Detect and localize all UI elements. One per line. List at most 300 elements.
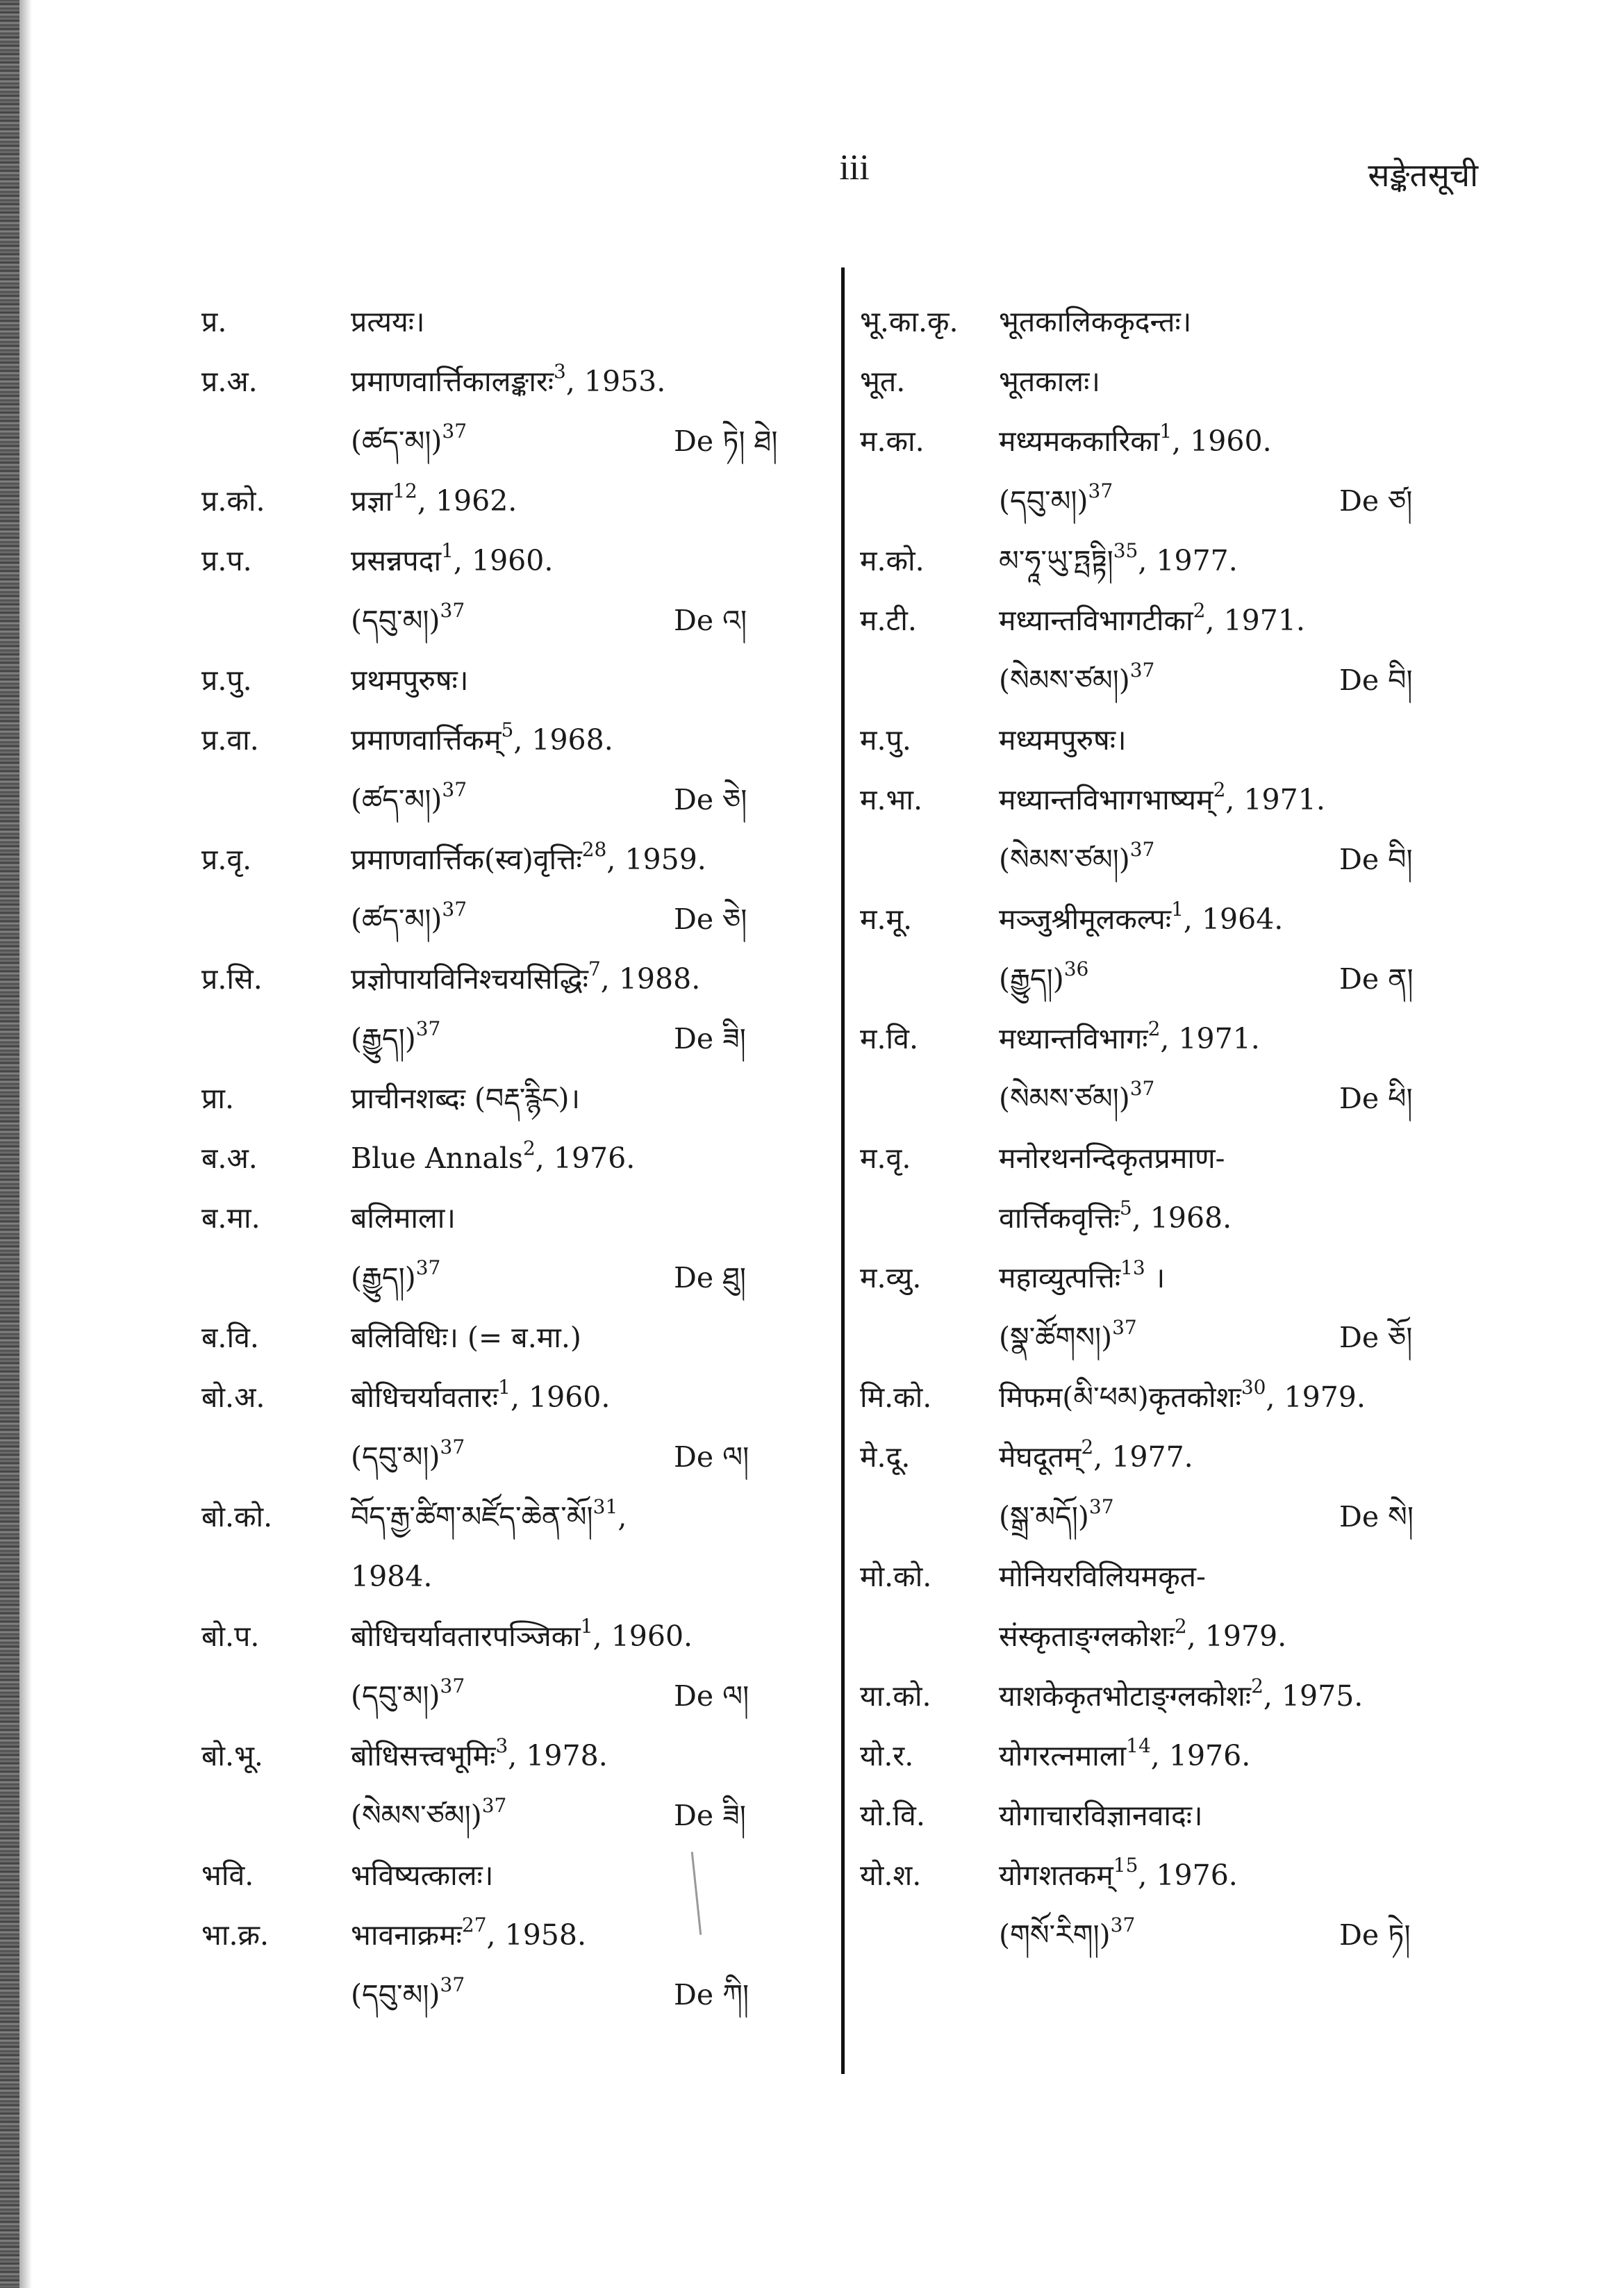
tibetan-section: (སེམས་ཙམ།) bbox=[999, 843, 1130, 876]
tibetan-section: (དབུ་མ།) bbox=[351, 1978, 440, 2011]
footnote-number: 14 bbox=[1126, 1734, 1151, 1758]
entry-abbreviation: यो.र. bbox=[860, 1739, 914, 1772]
entry-line bbox=[860, 1248, 1457, 1308]
entry-title: वार्त्तिकवृत्तिः bbox=[999, 1201, 1120, 1235]
glossary-entry bbox=[201, 1128, 813, 1188]
footnote-number: 36 bbox=[1063, 957, 1089, 981]
entry-line bbox=[860, 1188, 1457, 1248]
entry-title: प्रज्ञा bbox=[351, 484, 393, 518]
entry-abbreviation: यो.श. bbox=[860, 1859, 922, 1892]
entry-expansion bbox=[999, 1009, 1260, 1069]
entry-line bbox=[860, 1128, 1457, 1188]
entry-abbreviation: म.वि. bbox=[860, 1022, 918, 1055]
tibetan-reference bbox=[351, 411, 467, 471]
entry-abbreviation: म.भा. bbox=[860, 783, 923, 816]
entry-year: । bbox=[1145, 1261, 1166, 1294]
footnote-number: 1 bbox=[441, 539, 454, 563]
tibetan-section: (རྒྱུད།) bbox=[351, 1022, 416, 1055]
entry-expansion bbox=[351, 1367, 610, 1427]
entry-abbreviation: भवि. bbox=[201, 1859, 254, 1892]
entry-expansion bbox=[999, 292, 1191, 352]
tibetan-section: (དབུ་མ།) bbox=[351, 1679, 440, 1713]
entry-line bbox=[860, 1845, 1457, 1905]
entry-abbreviation: म.वृ. bbox=[860, 1142, 911, 1175]
entry-title: प्रमाणवार्त्तिकम् bbox=[351, 723, 502, 757]
entry-title: बलिविधिः। (= ब.मा.) bbox=[351, 1321, 581, 1354]
tibetan-section: (སྒྲ་མདོ།) bbox=[999, 1500, 1089, 1533]
entry-expansion bbox=[999, 1845, 1238, 1905]
tibetan-reference bbox=[351, 770, 467, 830]
entry-expansion bbox=[351, 471, 517, 531]
entry-expansion bbox=[351, 1905, 586, 1965]
entry-year: , 1960. bbox=[593, 1620, 693, 1653]
derge-volume: De བི། bbox=[1339, 843, 1413, 876]
entry-expansion bbox=[999, 770, 1325, 830]
entry-title: प्रथमपुरुषः। bbox=[351, 664, 469, 697]
footnote-number: 35 bbox=[1113, 539, 1138, 563]
tibetan-reference bbox=[999, 830, 1154, 889]
footnote-number: 37 bbox=[442, 420, 467, 443]
entry-title: भावनाक्रमः bbox=[351, 1918, 462, 1952]
entry-expansion bbox=[999, 352, 1100, 411]
tibetan-reference bbox=[999, 650, 1154, 710]
glossary-entry bbox=[860, 352, 1457, 411]
glossary-entry bbox=[860, 1726, 1457, 1786]
derge-volume: De ན། bbox=[1339, 962, 1414, 996]
entry-title: 1984. bbox=[351, 1560, 433, 1593]
glossary-entry bbox=[201, 1726, 813, 1845]
entry-expansion bbox=[351, 1726, 608, 1786]
entry-line bbox=[860, 531, 1457, 591]
entry-line bbox=[860, 830, 1457, 889]
entry-expansion bbox=[999, 1547, 1206, 1606]
footnote-number: 37 bbox=[1129, 1077, 1155, 1101]
entry-abbreviation: बो.अ. bbox=[201, 1381, 265, 1414]
footnote-number: 15 bbox=[1113, 1854, 1138, 1877]
entry-year: , 1968. bbox=[1132, 1201, 1232, 1235]
entry-line bbox=[201, 770, 813, 830]
footnote-number: 37 bbox=[415, 1017, 441, 1041]
entry-expansion bbox=[999, 1726, 1250, 1786]
entry-line bbox=[201, 1786, 813, 1845]
entry-expansion bbox=[999, 1606, 1286, 1666]
entry-line bbox=[201, 710, 813, 770]
entry-line bbox=[860, 1547, 1457, 1606]
tibetan-reference bbox=[351, 1786, 506, 1845]
entry-abbreviation: म.मू. bbox=[860, 903, 913, 936]
glossary-entry bbox=[860, 1666, 1457, 1726]
entry-title: प्राचीनशब्दः (བརྡ་རྙིང)। bbox=[351, 1082, 581, 1115]
entry-line bbox=[201, 1367, 813, 1427]
tibetan-reference bbox=[999, 471, 1113, 531]
footnote-number: 30 bbox=[1241, 1376, 1266, 1399]
entry-expansion bbox=[999, 411, 1272, 471]
entry-line bbox=[860, 471, 1457, 531]
glossary-entry bbox=[860, 1427, 1457, 1547]
entry-line bbox=[860, 1427, 1457, 1487]
column-divider bbox=[841, 268, 845, 2074]
entry-year: , 1968. bbox=[513, 723, 613, 757]
entry-expansion bbox=[999, 1427, 1193, 1487]
tibetan-reference bbox=[999, 949, 1088, 1009]
entry-abbreviation: भा.क्र. bbox=[201, 1918, 269, 1952]
entry-title: बोधिचर्यावतारः bbox=[351, 1381, 499, 1414]
footnote-number: 1 bbox=[580, 1615, 593, 1638]
entry-title: मध्यान्तविभागः bbox=[999, 1022, 1148, 1055]
entry-line bbox=[201, 1069, 813, 1128]
entry-expansion bbox=[351, 531, 553, 591]
entry-year: , 1976. bbox=[1138, 1859, 1238, 1892]
tibetan-reference bbox=[351, 1248, 440, 1308]
entry-year: , 1964. bbox=[1183, 903, 1284, 936]
glossary-entry bbox=[860, 1128, 1457, 1248]
entry-year: , 1959. bbox=[606, 843, 706, 876]
entry-abbreviation: म.व्यु. bbox=[860, 1261, 922, 1294]
entry-title: मध्यमपुरुषः। bbox=[999, 723, 1127, 757]
footnote-number: 37 bbox=[1088, 1495, 1114, 1519]
entry-title: मध्यान्तविभागटीका bbox=[999, 604, 1193, 637]
entry-expansion bbox=[999, 1367, 1366, 1427]
entry-title: བོད་རྒྱ་ཚིག་མཛོད་ཆེན་མོ། bbox=[351, 1500, 593, 1533]
entry-line bbox=[860, 710, 1457, 770]
entry-abbreviation: प्रा. bbox=[201, 1082, 234, 1115]
entry-line bbox=[201, 292, 813, 352]
glossary-entry bbox=[201, 1069, 813, 1128]
glossary-entry bbox=[860, 1786, 1457, 1845]
entry-line bbox=[201, 1487, 813, 1547]
entry-expansion bbox=[351, 292, 425, 352]
glossary-entry bbox=[860, 411, 1457, 531]
running-head: सङ्केतसूची bbox=[1368, 156, 1478, 194]
footnote-number: 1 bbox=[1171, 898, 1184, 921]
footnote-number: 3 bbox=[495, 1734, 508, 1758]
glossary-entry bbox=[201, 1367, 813, 1487]
entry-line bbox=[860, 1009, 1457, 1069]
glossary-entry bbox=[860, 531, 1457, 591]
entry-year: , 1976. bbox=[535, 1142, 636, 1175]
glossary-entry bbox=[201, 830, 813, 949]
entry-abbreviation: प्र.अ. bbox=[201, 365, 258, 398]
footnote-number: 3 bbox=[554, 360, 566, 384]
entry-title: प्रत्ययः। bbox=[351, 305, 425, 338]
tibetan-section: (གསོ་རིག།) bbox=[999, 1918, 1111, 1952]
entry-abbreviation: ब.वि. bbox=[201, 1321, 259, 1354]
entry-expansion bbox=[351, 1308, 581, 1367]
derge-volume: De ཐུ། bbox=[674, 1261, 747, 1294]
entry-title: मेघदूतम् bbox=[999, 1440, 1082, 1474]
entry-line bbox=[201, 1188, 813, 1248]
footnote-number: 2 bbox=[1174, 1615, 1187, 1638]
tibetan-reference bbox=[999, 1487, 1114, 1547]
glossary-entry bbox=[860, 710, 1457, 770]
glossary-entry bbox=[201, 710, 813, 830]
entry-title: भूतकालः। bbox=[999, 365, 1100, 398]
entry-line bbox=[201, 1845, 813, 1905]
entry-year: , 1977. bbox=[1138, 544, 1238, 577]
entry-title: मोनियरविलियमकृत- bbox=[999, 1560, 1206, 1593]
tibetan-reference bbox=[999, 1308, 1137, 1367]
entry-title: भविष्यत्कालः। bbox=[351, 1859, 494, 1892]
left-column bbox=[201, 292, 813, 2025]
footnote-number: 37 bbox=[481, 1794, 507, 1818]
footnote-number: 37 bbox=[1112, 1316, 1137, 1340]
glossary-entry bbox=[201, 1308, 813, 1367]
footnote-number: 1 bbox=[1159, 420, 1173, 443]
entry-abbreviation: मो.को. bbox=[860, 1560, 932, 1593]
entry-abbreviation: म.का. bbox=[860, 425, 925, 458]
entry-abbreviation: बो.भू. bbox=[201, 1739, 263, 1772]
entry-expansion bbox=[351, 710, 613, 770]
entry-line bbox=[201, 1965, 813, 2025]
entry-title: प्रमाणवार्त्तिकालङ्कारः bbox=[351, 365, 554, 398]
derge-volume: De ཙ། bbox=[1339, 484, 1413, 518]
entry-line bbox=[860, 1308, 1457, 1367]
tibetan-reference bbox=[351, 1965, 465, 2025]
glossary-entry bbox=[201, 531, 813, 650]
entry-title: प्रसन्नपदा bbox=[351, 544, 442, 577]
entry-line bbox=[201, 591, 813, 650]
entry-title: बोधिचर्यावतारपञ्जिका bbox=[351, 1620, 581, 1653]
tibetan-section: (སེམས་ཙམ།) bbox=[999, 664, 1130, 697]
entry-expansion bbox=[999, 1248, 1165, 1308]
entry-line bbox=[860, 591, 1457, 650]
entry-title: बोधिसत्त्वभूमिः bbox=[351, 1739, 496, 1772]
entry-year: , 1975. bbox=[1263, 1679, 1364, 1713]
entry-year: , 1960. bbox=[510, 1381, 611, 1414]
entry-expansion bbox=[999, 1188, 1232, 1248]
tibetan-reference bbox=[351, 889, 467, 949]
entry-year: , 1960. bbox=[1172, 425, 1272, 458]
derge-volume: De འ། bbox=[674, 604, 747, 637]
glossary-entry bbox=[860, 1009, 1457, 1128]
tibetan-section: (རྒྱུད།) bbox=[999, 962, 1064, 996]
entry-line bbox=[860, 770, 1457, 830]
entry-year: , 1971. bbox=[1225, 783, 1325, 816]
glossary-entry bbox=[201, 1845, 813, 1905]
entry-line bbox=[201, 1248, 813, 1308]
entry-expansion bbox=[351, 1069, 580, 1128]
entry-title: योगरत्नमाला bbox=[999, 1739, 1127, 1772]
derge-volume: De ཀི། bbox=[674, 1978, 749, 2011]
entry-line bbox=[860, 1487, 1457, 1547]
tibetan-section: (སྣ་ཚོགས།) bbox=[999, 1321, 1113, 1354]
glossary-entry bbox=[860, 1367, 1457, 1427]
tibetan-reference bbox=[351, 1009, 440, 1069]
footnote-number: 1 bbox=[498, 1376, 511, 1399]
derge-volume: De ཏེ། ཐེ། bbox=[674, 425, 778, 458]
entry-line bbox=[201, 1009, 813, 1069]
glossary-entry bbox=[201, 1905, 813, 2025]
footnote-number: 2 bbox=[1251, 1674, 1263, 1698]
glossary-entry bbox=[860, 1248, 1457, 1367]
entry-abbreviation: या.को. bbox=[860, 1679, 931, 1713]
entry-expansion bbox=[351, 1606, 693, 1666]
tibetan-reference bbox=[351, 1427, 465, 1487]
entry-year: , 1979. bbox=[1266, 1381, 1366, 1414]
glossary-entry bbox=[860, 1845, 1457, 1965]
entry-year: , 1978. bbox=[508, 1739, 608, 1772]
entry-title: मध्यान्तविभागभाष्यम् bbox=[999, 783, 1213, 816]
entry-title: प्रज्ञोपायविनिश्चयसिद्धिः bbox=[351, 962, 588, 996]
entry-line bbox=[201, 1666, 813, 1726]
derge-volume: De ཟི། bbox=[674, 1022, 746, 1055]
entry-abbreviation: प्र.पु. bbox=[201, 664, 252, 697]
glossary-entry bbox=[201, 292, 813, 352]
entry-line bbox=[201, 1905, 813, 1965]
footnote-number: 37 bbox=[1129, 659, 1155, 682]
entry-line bbox=[860, 1726, 1457, 1786]
entry-abbreviation: म.टी. bbox=[860, 604, 917, 637]
entry-line bbox=[201, 1606, 813, 1666]
entry-abbreviation: मे.दू. bbox=[860, 1440, 911, 1474]
entry-year: , 1953. bbox=[565, 365, 666, 398]
entry-line bbox=[201, 1128, 813, 1188]
entry-line bbox=[860, 1367, 1457, 1427]
glossary-entry bbox=[860, 889, 1457, 1009]
entry-line bbox=[860, 1666, 1457, 1726]
entry-line bbox=[860, 352, 1457, 411]
derge-volume: De ལ། bbox=[674, 1440, 749, 1474]
entry-year: , 1971. bbox=[1205, 604, 1305, 637]
scan-edge bbox=[0, 0, 19, 2288]
scan-edge-shadow bbox=[19, 0, 32, 2288]
entry-abbreviation: प्र.वृ. bbox=[201, 843, 252, 876]
entry-line bbox=[201, 949, 813, 1009]
glossary-entry bbox=[201, 1188, 813, 1308]
footnote-number: 2 bbox=[1081, 1435, 1094, 1459]
entry-line bbox=[860, 1606, 1457, 1666]
entry-line bbox=[860, 1786, 1457, 1845]
footnote-number: 37 bbox=[415, 1256, 441, 1280]
entry-line bbox=[860, 411, 1457, 471]
entry-expansion bbox=[351, 1845, 493, 1905]
entry-line bbox=[860, 1069, 1457, 1128]
entry-expansion bbox=[999, 531, 1238, 591]
footnote-number: 5 bbox=[1119, 1196, 1132, 1220]
entry-line bbox=[201, 352, 813, 411]
entry-title: Blue Annals bbox=[351, 1142, 523, 1175]
tibetan-section: (ཚད་མ།) bbox=[351, 903, 442, 936]
entry-title: प्रमाणवार्त्तिक(स्व)वृत्तिः bbox=[351, 843, 582, 876]
tibetan-reference bbox=[999, 1069, 1154, 1128]
derge-volume: De ལ། bbox=[674, 1679, 749, 1713]
footnote-number: 37 bbox=[1129, 838, 1155, 862]
derge-volume: De ཏེ། bbox=[1339, 1918, 1411, 1952]
entry-expansion bbox=[999, 591, 1305, 650]
glossary-entry bbox=[201, 1487, 813, 1606]
entry-expansion bbox=[351, 352, 665, 411]
entry-title: योगाचारविज्ञानवादः। bbox=[999, 1799, 1203, 1832]
footnote-number: 2 bbox=[1213, 778, 1226, 802]
tibetan-section: (སེམས་ཙམ།) bbox=[999, 1082, 1130, 1115]
entry-abbreviation: प्र.प. bbox=[201, 544, 252, 577]
footnote-number: 28 bbox=[581, 838, 607, 862]
tibetan-reference bbox=[351, 591, 465, 650]
footnote-number: 37 bbox=[442, 898, 467, 921]
entry-expansion bbox=[351, 1128, 635, 1188]
entry-line bbox=[201, 471, 813, 531]
tibetan-section: (ཚད་མ།) bbox=[351, 783, 442, 816]
tibetan-section: (དབུ་མ།) bbox=[351, 604, 440, 637]
entry-line bbox=[201, 1726, 813, 1786]
entry-abbreviation: म.को. bbox=[860, 544, 925, 577]
tibetan-section: (དབུ་མ།) bbox=[351, 1440, 440, 1474]
entry-line bbox=[860, 650, 1457, 710]
entry-expansion bbox=[351, 1547, 432, 1606]
entry-title: मध्यमककारिका bbox=[999, 425, 1160, 458]
entry-abbreviation: बो.प. bbox=[201, 1620, 260, 1653]
entry-line bbox=[860, 889, 1457, 949]
entry-year: , 1976. bbox=[1150, 1739, 1251, 1772]
entry-year: , 1958. bbox=[486, 1918, 586, 1952]
entry-expansion bbox=[999, 1666, 1363, 1726]
tibetan-reference bbox=[351, 1666, 465, 1726]
entry-abbreviation: प्र.वा. bbox=[201, 723, 259, 757]
entry-abbreviation: प्र. bbox=[201, 305, 227, 338]
entry-title: भूतकालिककृदन्तः। bbox=[999, 305, 1192, 338]
entry-line bbox=[860, 292, 1457, 352]
entry-line bbox=[201, 411, 813, 471]
entry-title: मञ्जुश्रीमूलकल्पः bbox=[999, 903, 1172, 936]
entry-line bbox=[201, 1308, 813, 1367]
footnote-number: 37 bbox=[442, 778, 467, 802]
entry-line bbox=[201, 1427, 813, 1487]
glossary-entry bbox=[860, 1547, 1457, 1666]
entry-expansion bbox=[999, 1128, 1225, 1188]
entry-abbreviation: यो.वि. bbox=[860, 1799, 925, 1832]
tibetan-section: (ཚད་མ།) bbox=[351, 425, 442, 458]
glossary-entry bbox=[201, 471, 813, 531]
derge-volume: De ཅོ། bbox=[1339, 1321, 1413, 1354]
footnote-number: 37 bbox=[440, 1973, 465, 1997]
entry-year: , bbox=[618, 1500, 627, 1533]
glossary-entry bbox=[201, 1606, 813, 1726]
entry-title: संस्कृताङ्ग्लकोशः bbox=[999, 1620, 1175, 1653]
entry-line bbox=[201, 531, 813, 591]
entry-abbreviation: प्र.को. bbox=[201, 484, 265, 518]
entry-expansion bbox=[351, 1188, 456, 1248]
derge-volume: De ཅེ། bbox=[674, 903, 747, 936]
entry-abbreviation: ब.मा. bbox=[201, 1201, 260, 1235]
entry-abbreviation: भू.का.कृ. bbox=[860, 305, 959, 338]
entry-line bbox=[201, 889, 813, 949]
entry-line bbox=[201, 830, 813, 889]
entry-line bbox=[860, 1905, 1457, 1965]
footnote-number: 37 bbox=[440, 1674, 465, 1698]
glossary-entry bbox=[201, 352, 813, 471]
glossary-entry bbox=[201, 650, 813, 710]
entry-title: मिफम(མི་ཕམ)कृतकोशः bbox=[999, 1381, 1241, 1414]
glossary-entry bbox=[860, 591, 1457, 710]
footnote-number: 31 bbox=[593, 1495, 618, 1519]
entry-year: , 1962. bbox=[417, 484, 517, 518]
entry-abbreviation: भूत. bbox=[860, 365, 906, 398]
footnote-number: 5 bbox=[501, 718, 514, 742]
entry-expansion bbox=[351, 650, 468, 710]
entry-expansion bbox=[999, 1786, 1203, 1845]
glossary-entry bbox=[860, 292, 1457, 352]
footnote-number: 2 bbox=[522, 1137, 536, 1160]
entry-expansion bbox=[999, 710, 1127, 770]
tibetan-section: (དབུ་མ།) bbox=[999, 484, 1088, 518]
footnote-number: 27 bbox=[461, 1913, 487, 1937]
entry-year: , 1988. bbox=[600, 962, 701, 996]
derge-volume: De ཕི། bbox=[1339, 1082, 1413, 1115]
entry-line bbox=[201, 1547, 813, 1606]
entry-expansion bbox=[351, 830, 706, 889]
derge-volume: De ཅེ། bbox=[674, 783, 747, 816]
entry-title: महाव्युत्पत्तिः bbox=[999, 1261, 1121, 1294]
